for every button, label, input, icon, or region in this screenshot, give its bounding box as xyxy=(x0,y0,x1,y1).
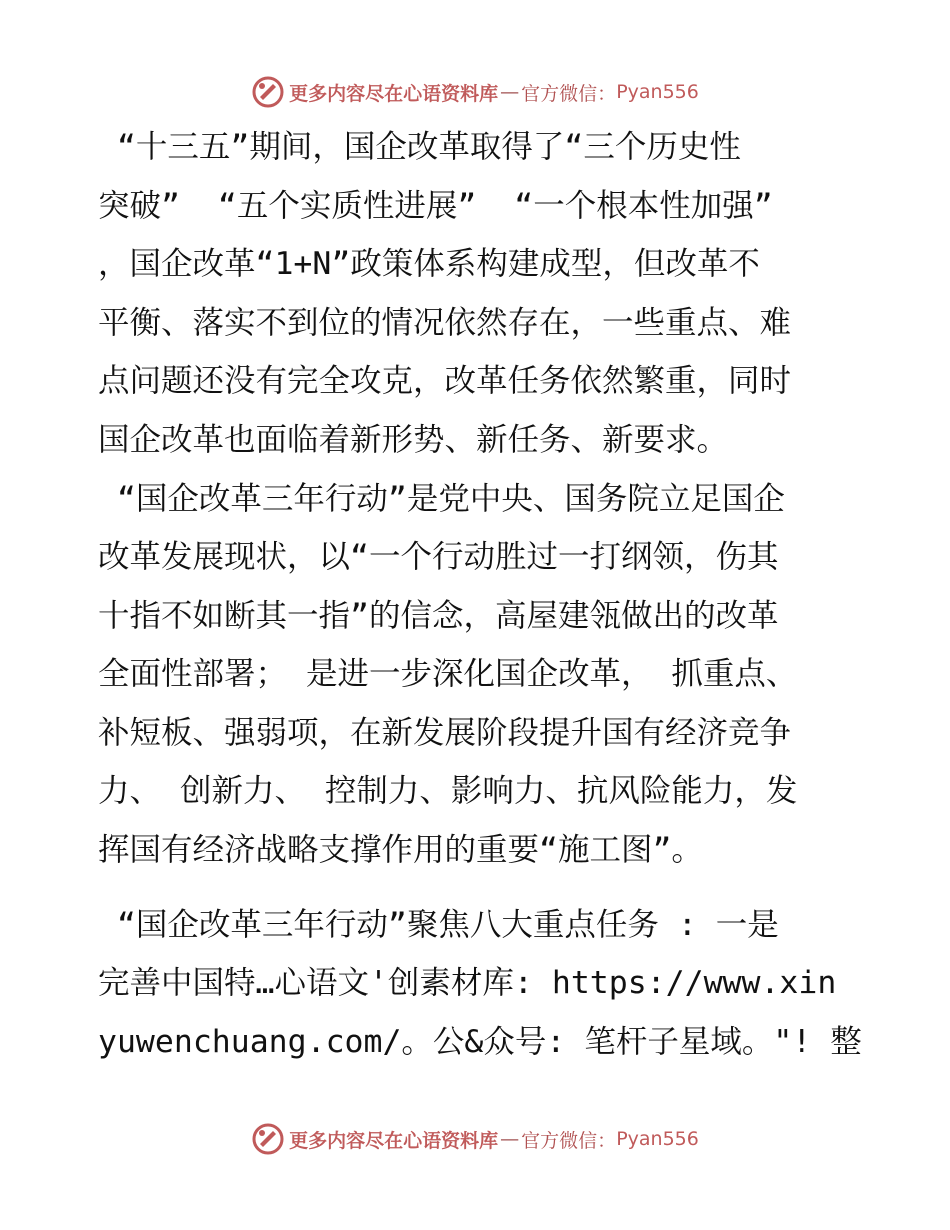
text-line: 十指不如断其一指”的信念，高屋建瓴做出的改革 xyxy=(98,598,779,634)
text-line: ，国企改革“1+N”政策体系构建成型，但改革不 xyxy=(98,246,760,282)
header-separator: — xyxy=(500,81,520,103)
footer-banner xyxy=(0,1119,950,1159)
header-wechat-label: 官方微信： xyxy=(521,82,617,105)
logo-icon xyxy=(251,1122,285,1156)
footer-account: Pyan556 xyxy=(616,1128,699,1150)
text-line: “国企改革三年行动”聚焦八大重点任务 : 一是 xyxy=(98,907,779,943)
header-account: Pyan556 xyxy=(616,81,699,103)
text-line: 平衡、落实不到位的情况依然存在，一些重点、难 xyxy=(98,305,792,341)
footer-separator: — xyxy=(500,1128,520,1150)
text-line: 突破” “五个实质性进展” “一个根本性加强” xyxy=(98,188,773,224)
text-line: 点问题还没有完全攻克，改革任务依然繁重，同时 xyxy=(98,363,792,399)
text-line: 国企改革也面临着新形势、新任务、新要求。 xyxy=(98,422,729,458)
text-line: yuwenchuang.com/。公&众号: 笔杆子星域。"! 整 xyxy=(98,1024,862,1060)
logo-icon xyxy=(251,75,285,109)
header-brand: 更多内容尽在心语资料库 xyxy=(289,82,499,105)
text-line: 全面性部署； 是进一步深化国企改革， 抓重点、 xyxy=(98,656,798,692)
text-line: 完善中国特…心语文'创素材库: https://www.xin xyxy=(98,965,837,1001)
footer-wechat-label: 官方微信： xyxy=(521,1129,617,1152)
text-line: 挥国有经济战略支撑作用的重要“施工图”。 xyxy=(98,832,703,868)
text-line: 改革发展现状，以“一个行动胜过一打纲领，伤其 xyxy=(98,539,779,575)
text-line: 补短板、强弱项，在新发展阶段提升国有经济竞争 xyxy=(98,715,792,751)
footer-brand: 更多内容尽在心语资料库 xyxy=(289,1129,499,1152)
text-line: “国企改革三年行动”是党中央、国务院立足国企 xyxy=(98,481,785,517)
header-banner xyxy=(0,72,950,112)
text-line: “十三五”期间，国企改革取得了“三个历史性 xyxy=(98,129,741,165)
text-line: 力、 创新力、 控制力、影响力、抗风险能力，发 xyxy=(98,773,798,809)
